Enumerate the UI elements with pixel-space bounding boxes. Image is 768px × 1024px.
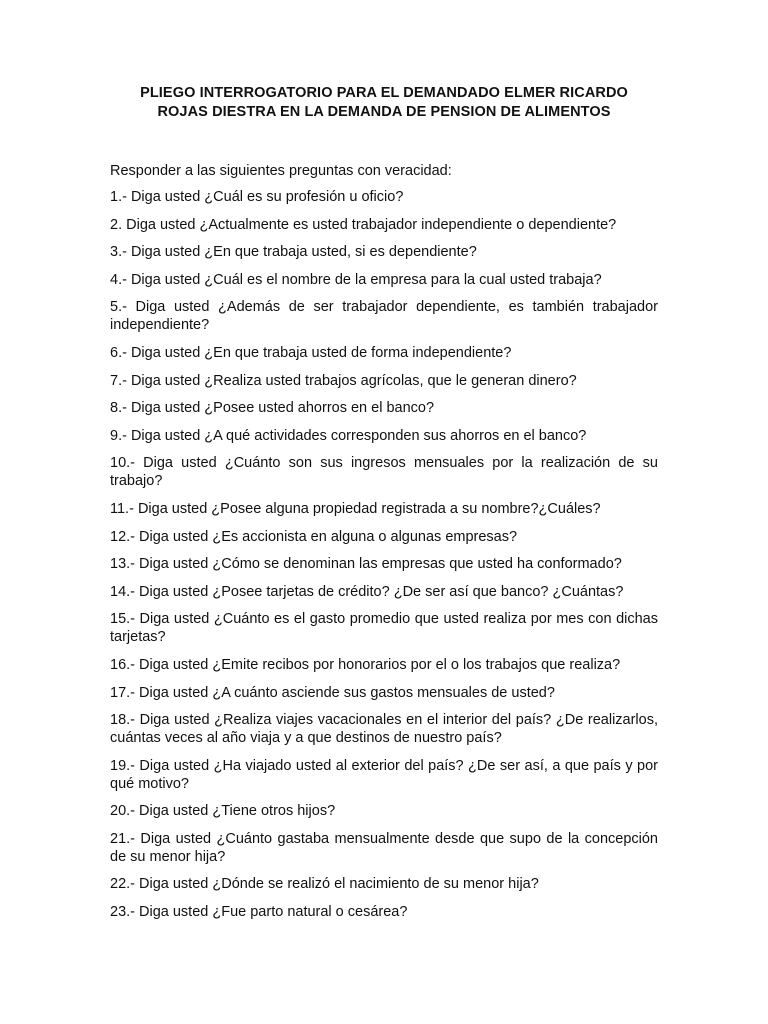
question-item: 19.- Diga usted ¿Ha viajado usted al exterior del país? ¿De ser así, a que país y por qué motivo? <box>110 757 658 792</box>
question-item: 22.- Diga usted ¿Dónde se realizó el nacimiento de su menor hija? <box>110 876 539 893</box>
question-item: 2. Diga usted ¿Actualmente es usted trabajador independiente o dependiente? <box>110 216 617 233</box>
question-item: 13.- Diga usted ¿Cómo se denominan las empresas que usted ha conformado? <box>110 556 622 573</box>
question-item: 6.- Diga usted ¿En que trabaja usted de forma independiente? <box>110 344 512 361</box>
question-item: 12.- Diga usted ¿Es accionista en alguna o algunas empresas? <box>110 528 518 545</box>
question-item: 9.- Diga usted ¿A qué actividades corresponden sus ahorros en el banco? <box>110 427 587 444</box>
question-item: 16.- Diga usted ¿Emite recibos por honorarios por el o los trabajos que realiza? <box>110 656 621 673</box>
question-item: 15.- Diga usted ¿Cuánto es el gasto promedio que usted realiza por mes con dichas tarjetas? <box>110 611 658 646</box>
question-item: 4.- Diga usted ¿Cuál es el nombre de la empresa para la cual usted trabaja? <box>110 271 602 288</box>
question-item: 23.- Diga usted ¿Fue parto natural o cesárea? <box>110 904 408 921</box>
question-item: 1.- Diga usted ¿Cuál es su profesión u oficio? <box>110 189 404 205</box>
question-item: 14.- Diga usted ¿Posee tarjetas de crédito? ¿De ser así que banco? ¿Cuántas? <box>110 583 624 600</box>
question-item: 7.- Diga usted ¿Realiza usted trabajos agrícolas, que le generan dinero? <box>110 372 577 389</box>
title-line-2: ROJAS DIESTRA EN LA DEMANDA DE PENSION DE ALIMENTOS <box>157 104 611 120</box>
document-title <box>110 84 658 122</box>
question-item: 20.- Diga usted ¿Tiene otros hijos? <box>110 803 336 820</box>
question-item: 11.- Diga usted ¿Posee alguna propiedad registrada a su nombre?¿Cuáles? <box>110 500 601 517</box>
question-item: 10.- Diga usted ¿Cuánto son sus ingresos mensuales por la realización de su trabajo? <box>110 455 658 490</box>
question-item: 21.- Diga usted ¿Cuánto gastaba mensualmente desde que supo de la concepción de su menor hija? <box>110 830 658 865</box>
question-list <box>110 188 658 931</box>
question-item: 18.- Diga usted ¿Realiza viajes vacacionales en el interior del país? ¿De realizarlos, cuántas veces al año viaja y a que destinos de nuestro país? <box>110 712 658 747</box>
question-item: 3.- Diga usted ¿En que trabaja usted, si es dependiente? <box>110 244 477 261</box>
title-line-1: PLIEGO INTERROGATORIO PARA EL DEMANDADO ELMER RICARDO <box>140 85 628 101</box>
question-item: 17.- Diga usted ¿A cuánto asciende sus gastos mensuales de usted? <box>110 684 555 701</box>
intro-text: Responder a las siguientes preguntas con veracidad: <box>110 163 452 179</box>
question-item: 8.- Diga usted ¿Posee usted ahorros en el banco? <box>110 400 435 417</box>
question-item: 5.- Diga usted ¿Además de ser trabajador dependiente, es también trabajador independiente? <box>110 299 658 334</box>
